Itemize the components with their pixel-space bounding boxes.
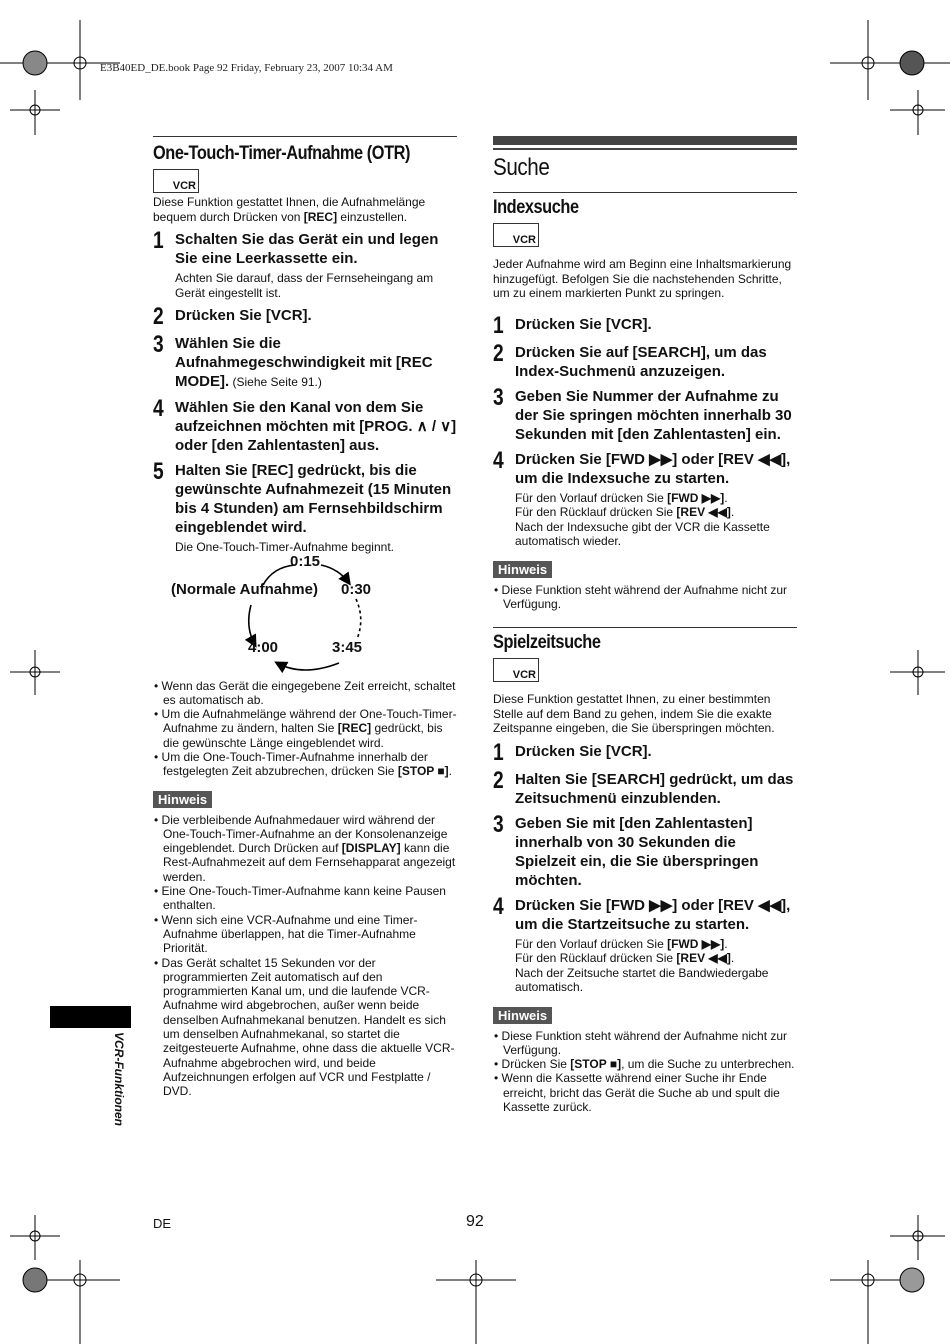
list-item: • Das Gerät schaltet 15 Sekunden vor der programmierten Zeit automatisch auf den programmierten Kanal um, und die laufende VCR-Aufnahme wird abgebrochen, außer wenn beide denselben Aufnahmekanal benutzen. Handelt es sich um denselben Aufnahmekanal, so startet die zeitgesteuerte Aufnahme, ohne dass die aktuelle VCR-Aufnahme abgebrochen wird, und beide Aufzeichnungen erfolgen auf VCR und Festplatte / DVD. <box>153 956 457 1099</box>
hinweis-label: Hinweis <box>493 1007 552 1024</box>
list-item: • Wenn die Kassette während einer Suche ihr Ende erreicht, bricht das Gerät die Suche ab und spult die Kassette zurück. <box>493 1071 797 1114</box>
list-item: • Diese Funktion steht während der Aufnahme nicht zur Verfügung. <box>493 1029 797 1058</box>
suche-title: Suche <box>493 154 550 181</box>
otr-intro: Diese Funktion gestattet Ihnen, die Aufnahmelänge bequem durch Drücken von [REC] einzustellen. <box>153 195 426 224</box>
vcr-badge-icon: VCR <box>493 223 539 247</box>
spielzeitsuche-title: Spielzeitsuche <box>493 632 601 654</box>
prog-arrows-icon: ∧ / ∨ <box>416 418 452 435</box>
otr-step-3: 3 Wählen Sie die Aufnahmegeschwindigkeit mit [REC MODE]. (Siehe Seite 91.) <box>153 331 433 390</box>
otr-step-4: 4 Wählen Sie den Kanal von dem Sie aufzeichnen möchten mit [PROG. ∧ / ∨] oder [den Zahlentasten] aus. <box>153 395 457 454</box>
index-step-4: 4 Drücken Sie [FWD ▶▶] oder [REV ◀◀], um die Indexsuche zu starten. Für den Vorlauf drücken Sie [FWD ▶▶]. Für den Rücklauf drücken Sie [REV ◀◀]. Nach der Indexsuche gibt der VCR die Kassette automatisch wieder. <box>493 446 791 548</box>
indexsuche-intro: Jeder Aufnahme wird am Beginn eine Inhaltsmarkierung hinzugefügt. Befolgen Sie die nachstehenden Schritte, um zu einem markierten Punkt zu springen. <box>493 257 792 300</box>
footer-language: DE <box>153 1216 172 1231</box>
otr-notes <box>153 813 457 1099</box>
list-item: • Drücken Sie [STOP ■], um die Suche zu unterbrechen. <box>493 1057 797 1071</box>
index-step-1: 1 Drücken Sie [VCR]. <box>493 311 652 339</box>
list-item: • Wenn sich eine VCR-Aufnahme und eine Timer-Aufnahme überlappen, hat die Timer-Aufnahme Priorität. <box>153 913 457 956</box>
otr-step-1: 1 Schalten Sie das Gerät ein und legen Sie eine Leerkassette ein. Achten Sie darauf, dass der Fernseheingang am Gerät eingestellt ist. <box>153 227 439 300</box>
index-notes <box>493 583 797 612</box>
list-item: • Die verbleibende Aufnahmedauer wird während der One-Touch-Timer-Aufnahme an der Konsolenanzeige eingeblendet. Durch Drücken auf [DISPLAY] kann die Rest-Aufnahmezeit auf dem Fernsehapparat angezeigt werden. <box>153 813 457 884</box>
hinweis-label: Hinweis <box>493 561 552 578</box>
hinweis-label: Hinweis <box>153 791 212 808</box>
chapter-tab-label: VCR-Funktionen <box>112 1032 126 1126</box>
file-info-header: E3B40ED_DE.book Page 92 Friday, February 23, 2007 10:34 AM <box>100 62 393 74</box>
otr-title: One-Touch-Timer-Aufnahme (OTR) <box>153 143 411 164</box>
chapter-tab <box>50 1006 131 1028</box>
index-step-2: 2 Drücken Sie auf [SEARCH], um das Index-Suchmenü anzuzeigen. <box>493 339 767 380</box>
list-item: • Um die Aufnahmelänge während der One-Touch-Timer-Aufnahme zu ändern, halten Sie [REC] gedrückt, bis die gewünschte Länge eingeblendet wird. <box>153 707 457 750</box>
time-step-1: 1 Drücken Sie [VCR]. <box>493 738 652 766</box>
time-step-2: 2 Halten Sie [SEARCH] gedrückt, um das Zeitsuchmenü einzublenden. <box>493 766 794 807</box>
list-item: • Um die One-Touch-Timer-Aufnahme innerhalb der festgelegten Zeit abzubrechen, drücken Sie [STOP ■]. <box>153 750 457 779</box>
time-step-3: 3 Geben Sie mit [den Zahlentasten] innerhalb von 30 Sekunden die Spielzeit ein, die Sie überspringen möchten. <box>493 810 759 889</box>
list-item: • Eine One-Touch-Timer-Aufnahme kann keine Pausen enthalten. <box>153 884 457 913</box>
indexsuche-title: Indexsuche <box>493 197 579 218</box>
page-number: 92 <box>466 1213 484 1230</box>
otr-step-2: 2 Drücken Sie [VCR]. <box>153 303 312 330</box>
vcr-badge-icon: VCR <box>153 169 199 193</box>
index-step-3: 3 Geben Sie Nummer der Aufnahme zu der Sie springen möchten innerhalb 30 Sekunden mit [den Zahlentasten] ein. <box>493 383 792 443</box>
list-item: • Diese Funktion steht während der Aufnahme nicht zur Verfügung. <box>493 583 797 612</box>
right-column <box>493 136 797 1114</box>
vcr-badge-icon: VCR <box>493 658 539 682</box>
otr-step-5: 5 Halten Sie [REC] gedrückt, bis die gewünschte Aufnahmezeit (15 Minuten bis 4 Stunden) am Fernsehbildschirm eingeblendet wird. Die One-Touch-Timer-Aufnahme beginnt. <box>153 458 452 554</box>
left-column <box>153 136 457 1099</box>
spielzeitsuche-intro: Diese Funktion gestattet Ihnen, zu einer bestimmten Stelle auf dem Band zu gehen, indem Sie die exakte Zeitspanne eingeben, die Sie überspringen möchten. <box>493 692 775 736</box>
time-step-4: 4 Drücken Sie [FWD ▶▶] oder [REV ◀◀], um die Startzeitsuche zu starten. Für den Vorlauf drücken Sie [FWD ▶▶]. Für den Rücklauf drücken Sie [REV ◀◀]. Nach der Zeitsuche startet die Bandwiedergabe automatisch. <box>493 892 791 995</box>
otr-time-cycle-diagram: 0:15 (Normale Aufnahme) 0:30 4:00 3:45 <box>153 555 457 673</box>
list-item: • Wenn das Gerät die eingegebene Zeit erreicht, schaltet es automatisch ab. <box>153 679 457 708</box>
time-notes <box>493 1029 797 1115</box>
otr-bullets <box>153 679 457 779</box>
